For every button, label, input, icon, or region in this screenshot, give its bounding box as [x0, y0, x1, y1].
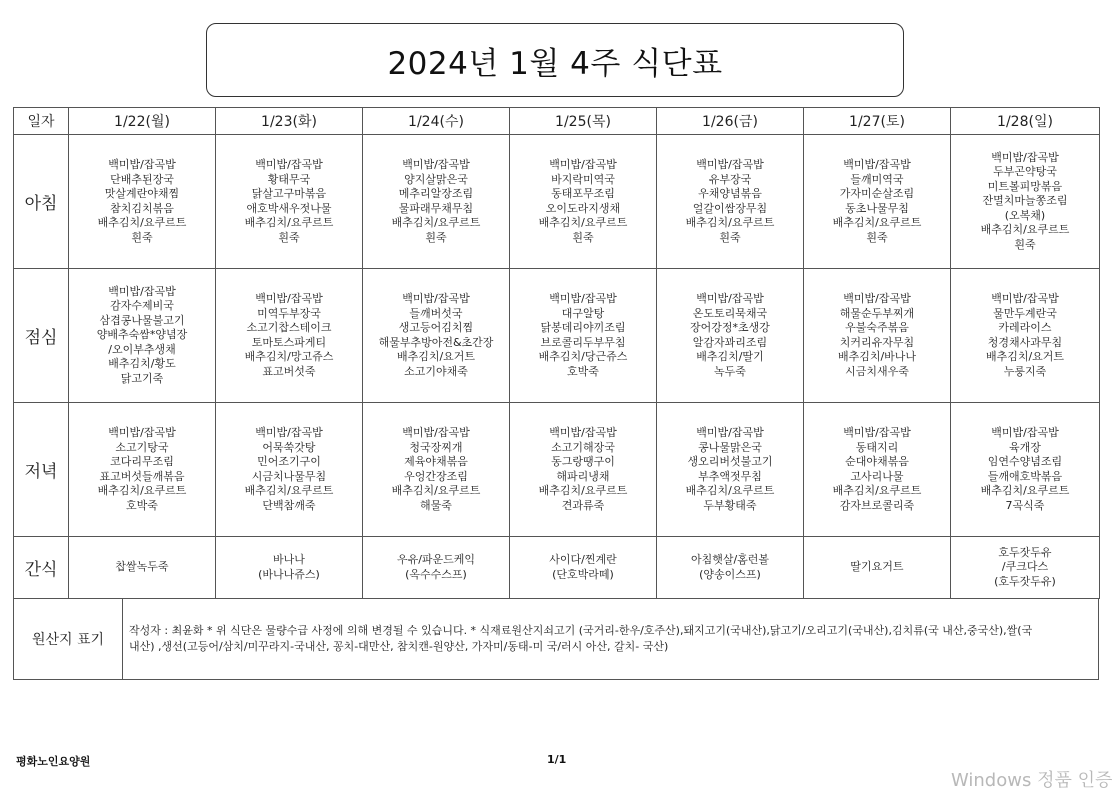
menu-item: 배추김치/바나나 — [837, 350, 917, 363]
menu-item: 백미밥/잡곡밥 — [696, 292, 764, 305]
menu-item: 토마토스파게티 — [251, 335, 327, 349]
menu-cell — [951, 403, 1100, 537]
menu-item: 해물죽 — [420, 498, 452, 512]
menu-item: 배추김치/황도 — [108, 357, 176, 371]
menu-item: 배추김치/요쿠르트 — [538, 484, 628, 497]
menu-cell — [510, 269, 657, 403]
menu-item: 백미밥/잡곡밥 — [255, 292, 323, 305]
menu-cell — [657, 537, 804, 599]
menu-item: 소고기찹스테이크 — [246, 321, 332, 334]
menu-item: 생오리버섯불고기 — [687, 455, 773, 468]
menu-item: 백미밥/잡곡밥 — [696, 426, 764, 439]
menu-item: 흰죽 — [131, 230, 153, 244]
menu-item: 누룽지죽 — [1003, 364, 1047, 378]
header-corner: 일자 — [14, 108, 69, 135]
menu-item: 제육야채볶음 — [404, 455, 468, 468]
menu-item: 흰죽 — [278, 230, 300, 244]
menu-item: 육개장 — [1009, 440, 1041, 454]
menu-item: 소고기해장국 — [551, 440, 615, 454]
menu-item: 해물부추방아전&초간장 — [378, 335, 494, 349]
menu-item: 배추김치/요쿠르트 — [391, 216, 481, 229]
menu-item: 참치김치볶음 — [110, 201, 174, 215]
menu-cell — [804, 135, 951, 269]
menu-item: 백미밥/잡곡밥 — [991, 150, 1059, 164]
day-header-sunday: 1/28(일) — [951, 108, 1100, 135]
menu-item: 잔멸치마늘쫑조림 — [982, 194, 1068, 208]
menu-item: (옥수수스프) — [405, 567, 467, 581]
menu-item: 들깨버섯국 — [409, 306, 463, 320]
day-header: 1/26(금) — [657, 108, 804, 135]
header-row — [14, 108, 1100, 135]
menu-item: 백미밥/잡곡밥 — [843, 426, 911, 439]
menu-item: 들깨애호박볶음 — [987, 469, 1063, 483]
menu-cell — [69, 537, 216, 599]
menu-item: 흰죽 — [425, 230, 447, 244]
menu-item: /쿠크다스 — [1001, 560, 1049, 574]
menu-item: 배추김치/요쿠르트 — [832, 484, 922, 497]
menu-item: 양지살맑은국 — [404, 172, 468, 186]
menu-item: 동그랑땡구이 — [551, 455, 615, 468]
menu-item: 코다리무조림 — [110, 455, 174, 468]
menu-item: 단백참깨죽 — [262, 498, 316, 512]
menu-cell — [657, 269, 804, 403]
menu-cell — [69, 269, 216, 403]
menu-item: /오이부추생채 — [108, 342, 176, 356]
menu-item: 백미밥/잡곡밥 — [549, 292, 617, 305]
menu-cell — [804, 403, 951, 537]
menu-item: 황태무국 — [267, 172, 311, 186]
origin-label: 원산지 표기 — [14, 599, 123, 680]
menu-item: 닭고기죽 — [120, 371, 164, 385]
menu-item: 감자브로콜리죽 — [839, 498, 915, 512]
day-header-saturday: 1/27(토) — [804, 108, 951, 135]
menu-item: 해파리냉채 — [556, 469, 610, 483]
menu-item: 애호박새우젓나물 — [246, 201, 332, 215]
menu-item: 백미밥/잡곡밥 — [108, 158, 176, 171]
menu-item: 우채양념볶음 — [698, 187, 762, 200]
menu-item: 두부곤약탕국 — [993, 165, 1057, 179]
menu-item: 삼겹콩나물불고기 — [99, 313, 185, 327]
menu-item: 소고기탕국 — [115, 440, 169, 454]
menu-item: 배추김치/요쿠르트 — [538, 216, 628, 229]
menu-item: 바나나 — [273, 553, 305, 566]
menu-item: 감자수제비국 — [110, 299, 174, 313]
menu-item: 배추김치/요쿠르트 — [980, 484, 1070, 497]
menu-item: 백미밥/잡곡밥 — [549, 158, 617, 171]
menu-item: 표고버섯들깨볶음 — [99, 469, 185, 483]
menu-item: 흰죽 — [719, 230, 741, 244]
day-header: 1/22(월) — [69, 108, 216, 135]
menu-item: 배추김치/요쿠르트 — [97, 216, 187, 229]
menu-cell — [69, 135, 216, 269]
menu-cell — [510, 135, 657, 269]
menu-item: 미역두부장국 — [257, 306, 321, 320]
menu-item: 어묵쑥갓탕 — [262, 440, 316, 454]
menu-item: 청경채사과무침 — [987, 335, 1063, 349]
menu-item: 물만두계란국 — [993, 306, 1057, 320]
menu-item: 딸기요거트 — [850, 560, 904, 574]
menu-item: 백미밥/잡곡밥 — [255, 158, 323, 171]
menu-item: 닭살고구마볶음 — [251, 187, 327, 200]
menu-item: 치커리유자무침 — [839, 335, 915, 349]
menu-item: 표고버섯죽 — [262, 364, 316, 378]
menu-item: 해물순두부찌개 — [839, 306, 915, 320]
menu-item: 동태포무조림 — [551, 187, 615, 200]
menu-item: 대구알탕 — [561, 306, 605, 320]
menu-item: (단호박라떼) — [552, 567, 614, 581]
meal-row — [14, 403, 1100, 537]
menu-cell — [363, 269, 510, 403]
menu-item: 7곡식죽 — [1005, 498, 1045, 512]
menu-item: 견과류죽 — [561, 498, 605, 512]
menu-cell — [804, 269, 951, 403]
menu-table — [13, 107, 1100, 599]
menu-item: 장어강정*초생강 — [690, 321, 770, 334]
menu-item: 흰죽 — [572, 230, 594, 244]
menu-item: 부추액젓무침 — [698, 469, 762, 483]
menu-item: 가자미순살조림 — [839, 187, 915, 200]
menu-item: 배추김치/딸기 — [696, 350, 764, 363]
origin-table — [13, 598, 1099, 680]
menu-item: 배추김치/요거트 — [396, 350, 476, 363]
menu-item: 청국장찌개 — [409, 440, 463, 454]
meal-label: 저녁 — [14, 403, 69, 537]
menu-item: 백미밥/잡곡밥 — [991, 426, 1059, 439]
menu-item: 녹두죽 — [714, 364, 746, 378]
menu-item: 백미밥/잡곡밥 — [402, 426, 470, 439]
meal-label: 점심 — [14, 269, 69, 403]
origin-line: 작성자 : 최윤화 * 위 식단은 물량수급 사정에 의해 변경될 수 있습니다. * 식재료원산지쇠고기 (국거리-한우/호주산),돼지고기(국내산),닭고기/오리고기(국내산),김치류(국 내산,중국산),쌀(국 — [129, 624, 1033, 637]
menu-item: 동태지리 — [855, 440, 899, 454]
day-header: 1/25(목) — [510, 108, 657, 135]
menu-item: 호박죽 — [567, 364, 599, 378]
title-box — [206, 23, 904, 97]
menu-item: 생고등어김치찜 — [398, 321, 474, 334]
menu-item: 메추리알장조림 — [398, 187, 474, 200]
menu-item: 바지락미역국 — [551, 172, 615, 186]
menu-item: 두부황태죽 — [703, 498, 757, 512]
menu-item: 배추김치/요쿠르트 — [685, 216, 775, 229]
menu-cell — [657, 135, 804, 269]
menu-item: 백미밥/잡곡밥 — [696, 158, 764, 171]
menu-item: 유부장국 — [708, 172, 752, 186]
menu-item: 카레라이스 — [998, 321, 1052, 334]
meal-row — [14, 537, 1100, 599]
menu-cell — [657, 403, 804, 537]
menu-item: 배추김치/요거트 — [985, 350, 1065, 363]
menu-item: 임연수양념조림 — [987, 455, 1063, 468]
menu-item: 온도토리묵채국 — [692, 306, 768, 320]
origin-line: 내산) ,생선(고등어/삼치/미꾸라지-국내산, 꽁치-대만산, 참치캔-원양산, 가자미/동태-미 국/러시 아산, 갈치- 국산) — [129, 640, 669, 653]
meal-label: 간식 — [14, 537, 69, 599]
menu-item: (바나나쥬스) — [258, 567, 320, 581]
menu-item: 시금치나물무침 — [251, 469, 327, 483]
menu-item: 호두잣두유 — [998, 545, 1052, 559]
menu-item: 배추김치/당근쥬스 — [538, 350, 628, 363]
menu-item: 알감자꽈리조림 — [692, 335, 768, 349]
meal-row — [14, 269, 1100, 403]
menu-item: 배추김치/요쿠르트 — [980, 223, 1070, 237]
menu-item: 우불숙주볶음 — [845, 321, 909, 334]
menu-item: 고사리나물 — [850, 469, 904, 483]
menu-item: 배추김치/요쿠르트 — [685, 484, 775, 497]
menu-cell — [216, 135, 363, 269]
menu-item: 브로콜리두부무침 — [540, 335, 626, 349]
page-title: 2024년 1월 4주 식단표 — [387, 45, 723, 82]
menu-cell — [216, 403, 363, 537]
day-header: 1/24(수) — [363, 108, 510, 135]
menu-cell — [510, 403, 657, 537]
menu-cell — [951, 537, 1100, 599]
menu-cell — [804, 537, 951, 599]
day-header: 1/23(화) — [216, 108, 363, 135]
menu-cell — [951, 135, 1100, 269]
menu-item: 들깨미역국 — [850, 172, 904, 186]
menu-item: 배추김치/요쿠르트 — [244, 484, 334, 497]
menu-item: (호두잣두유) — [994, 574, 1056, 588]
menu-item: (양송이스프) — [699, 567, 761, 581]
menu-item: 호박죽 — [126, 498, 158, 512]
menu-item: 아침햇살/홈런볼 — [690, 553, 770, 566]
menu-item: 콩나물맑은국 — [698, 440, 762, 454]
menu-item: 물파래무채무침 — [398, 201, 474, 215]
menu-item: 오이도라지생채 — [545, 201, 621, 215]
menu-cell — [951, 269, 1100, 403]
windows-activation-watermark: Windows 정품 인증 — [951, 770, 1112, 791]
menu-item: 닭봉데리야끼조림 — [540, 321, 626, 334]
menu-item: 민어조기구이 — [257, 455, 321, 468]
menu-cell — [69, 403, 216, 537]
menu-item: 우엉간장조림 — [404, 469, 468, 483]
menu-item: 순대야채볶음 — [845, 455, 909, 468]
origin-text — [123, 599, 1099, 680]
menu-item: 배추김치/요쿠르트 — [97, 484, 187, 497]
menu-item: 흰죽 — [1014, 237, 1036, 251]
footer-page-number: 1/1 — [547, 753, 567, 766]
menu-item: 미트볼피망볶음 — [987, 179, 1063, 193]
menu-item: 배추김치/요쿠르트 — [244, 216, 334, 229]
menu-item: 백미밥/잡곡밥 — [402, 158, 470, 171]
menu-item: 백미밥/잡곡밥 — [108, 426, 176, 439]
menu-cell — [510, 537, 657, 599]
menu-item: 소고기야채죽 — [404, 364, 468, 378]
menu-item: 백미밥/잡곡밥 — [549, 426, 617, 439]
menu-item: 단배추된장국 — [110, 172, 174, 186]
menu-item: 배추김치/망고쥬스 — [244, 350, 334, 363]
menu-item: 우유/파운드케익 — [396, 553, 476, 566]
menu-item: 맛살계란야채찜 — [104, 187, 180, 200]
menu-item: 백미밥/잡곡밥 — [991, 292, 1059, 305]
footer-institution: 평화노인요양원 — [16, 755, 91, 768]
menu-item: 흰죽 — [866, 230, 888, 244]
menu-item: 백미밥/잡곡밥 — [255, 426, 323, 439]
menu-item: 사이다/찐계란 — [549, 553, 617, 566]
meal-label: 아침 — [14, 135, 69, 269]
menu-item: 배추김치/요쿠르트 — [832, 216, 922, 229]
menu-item: 양배추숙쌈*양념장 — [96, 328, 188, 342]
menu-cell — [363, 537, 510, 599]
menu-cell — [363, 135, 510, 269]
meal-row — [14, 135, 1100, 269]
menu-cell — [216, 537, 363, 599]
menu-item: 배추김치/요쿠르트 — [391, 484, 481, 497]
menu-item: 얼갈이쌈장무침 — [692, 201, 768, 215]
menu-item: 백미밥/잡곡밥 — [402, 292, 470, 305]
menu-item: 백미밥/잡곡밥 — [843, 292, 911, 305]
menu-item: 동초나물무침 — [845, 201, 909, 215]
menu-item: 백미밥/잡곡밥 — [108, 284, 176, 298]
menu-item: (오복채) — [1004, 208, 1046, 222]
menu-item: 백미밥/잡곡밥 — [843, 158, 911, 171]
menu-item: 시금치새우죽 — [845, 364, 909, 378]
menu-item: 찹쌀녹두죽 — [115, 560, 169, 574]
menu-cell — [216, 269, 363, 403]
menu-cell — [363, 403, 510, 537]
